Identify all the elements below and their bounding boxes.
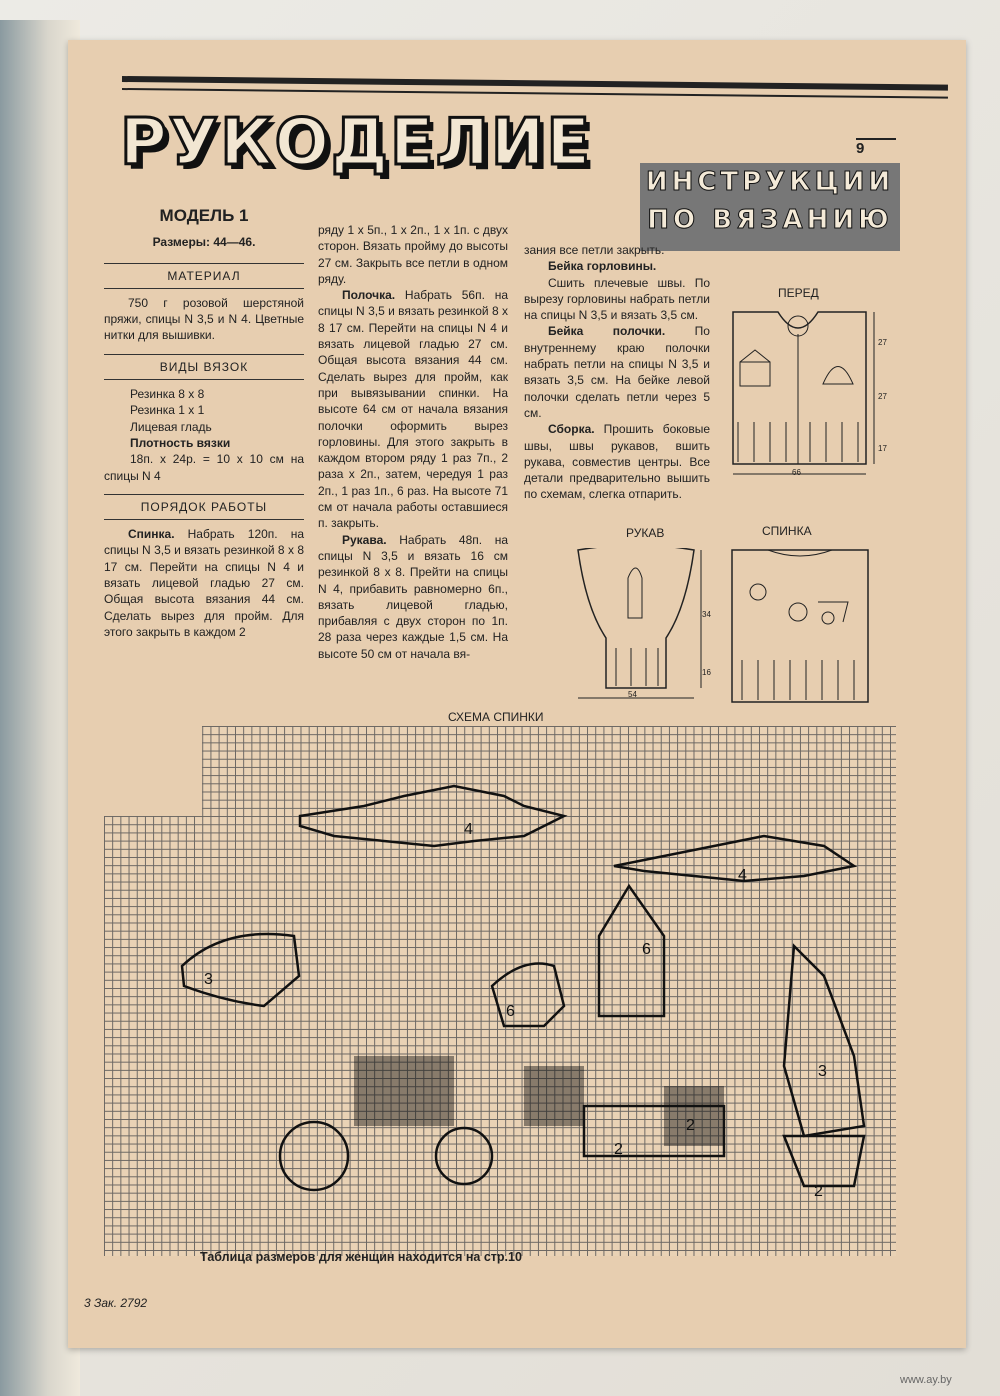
column-2 xyxy=(318,222,508,662)
chart-num-2c: 2 xyxy=(814,1183,823,1200)
band-instructions xyxy=(524,323,710,421)
assembly-instructions xyxy=(524,421,710,502)
page-number: 9 xyxy=(856,138,896,158)
chart-num-3a: 3 xyxy=(204,971,213,988)
top-rule-thin xyxy=(122,88,948,99)
front-dim-1: 27 xyxy=(878,338,887,347)
knit-type-3: Лицевая гладь xyxy=(130,419,212,434)
sleeve-title: Рукава. xyxy=(342,532,387,547)
band-text: По внутреннему краю полочки набрать петли на спицы N 3,5 и вязать 3,5 см. На бейке левой полочки сделать петли через 5 см. xyxy=(524,324,710,420)
material-text: 750 г розовой шерстяной пряжи, спицы N 3,5 и N 4. Цветные нитки для вышивки. xyxy=(104,288,304,344)
material-heading: МАТЕРИАЛ xyxy=(104,263,304,284)
front-diagram xyxy=(728,304,888,484)
order-number: 3 Зак. 2792 xyxy=(84,1296,148,1310)
chart-num-4b: 4 xyxy=(738,867,747,884)
magazine-page xyxy=(68,40,966,1348)
sleeve-dim-height: 34 xyxy=(702,610,711,619)
assembly-text: Прошить боковые швы, швы рукавов, вшить рукава, совместив центры. Все детали предварительно вышить по схемам, слегка отпарить. xyxy=(524,422,710,502)
front-instructions xyxy=(318,287,508,531)
back-diagram-label: СПИНКА xyxy=(762,524,812,538)
knitting-chart-motifs xyxy=(104,726,896,1256)
sleeve-diagram-label: РУКАВ xyxy=(626,526,665,540)
sleeve-instructions xyxy=(318,532,508,662)
front-dim-width: 66 xyxy=(792,468,801,477)
page-title: РУКОДЕЛИЕ xyxy=(120,106,593,180)
col2-intro: ряду 1 х 5п., 1 х 2п., 1 х 1п. с двух сторон. Вязать пройму до высоты 27 см. Закрыть все петли в одном ряду. xyxy=(318,223,508,286)
back-instructions xyxy=(104,519,304,640)
back-title: Спинка. xyxy=(128,527,175,542)
scheme-label: СХЕМА СПИНКИ xyxy=(448,710,544,724)
sleeve-diagram xyxy=(576,548,716,708)
column-3 xyxy=(524,242,710,503)
model-title: МОДЕЛЬ 1 xyxy=(159,206,249,225)
banner-line-1: ИНСТРУКЦИИ xyxy=(645,167,895,197)
back-diagram xyxy=(728,542,878,712)
front-diagram-label: ПЕРЕД xyxy=(778,286,819,300)
size-table-caption: Таблица размеров для женщин находится на стр.10 xyxy=(200,1250,522,1264)
sleeve-text: Набрать 48п. на спицы N 3,5 и вязать 16 см резинкой 8 х 8. Прейти на спицы N 4, прибавить равномерно 6п., вязать лицевой гладью, прибавляя с двух сторон по 1п. 28 раза через каждые 1,5 см. На высоте 50 см от начала вя- xyxy=(318,532,508,661)
assembly-title: Сборка. xyxy=(548,422,595,437)
front-title: Полочка. xyxy=(342,288,396,303)
sizes: Размеры: 44—46. xyxy=(152,235,256,250)
knit-type-2: Резинка 1 х 1 xyxy=(130,403,205,418)
band-title: Бейка полочки. xyxy=(548,324,666,339)
front-text: Набрать 56п. на спицы N 3,5 и вязать резинкой 8 х 8 17 см. Перейти на спицы N 4 и вязать лицевой гладью 27 см. Общая высота вязания 44 см. Сделать вырез для пройм, как при вывязывании спинки. На высоте 64 см от начала вязания полочки оформить вырез горловины. Для этого закрыть в каждом втором ряду 1 раз 7п., 2 раза х 2п., затем, чередуя 1 раз 2п., 1 раз 1п., 6 раз. На высоте 71 см от начала работы оставшиеся п. закрыть. xyxy=(318,288,508,531)
knit-type-1: Резинка 8 х 8 xyxy=(130,387,205,402)
back-text: Набрать 120п. на спицы N 3,5 и вязать резинкой 8 х 8 17 см. Перейти на спицы N 4 и вязать лицевой гладью 27 см. Общая высота вязания 44 см. Сделать вырез для пройм. Для этого закрыть в каждом 2 xyxy=(104,527,304,639)
watermark: www.ay.by xyxy=(900,1374,952,1386)
density-heading: Плотность вязки xyxy=(130,435,231,450)
chart-num-2a: 2 xyxy=(686,1117,695,1134)
front-dim-3: 17 xyxy=(878,444,887,453)
chart-num-4a: 4 xyxy=(464,821,473,838)
work-heading: ПОРЯДОК РАБОТЫ xyxy=(104,494,304,515)
section-banner xyxy=(640,163,900,251)
chart-num-2b: 2 xyxy=(614,1141,623,1158)
front-dim-2: 27 xyxy=(878,392,887,401)
col3-intro: зания все петли закрыть. xyxy=(524,243,665,257)
column-1 xyxy=(104,208,304,640)
chart-num-6b: 6 xyxy=(506,1003,515,1020)
knit-heading: ВИДЫ ВЯЗОК xyxy=(104,354,304,375)
sleeve-dim-width: 54 xyxy=(628,690,637,699)
chart-num-6a: 6 xyxy=(642,941,651,958)
banner-line-2: ПО ВЯЗАНИЮ xyxy=(647,205,893,235)
chart-num-3b: 3 xyxy=(818,1063,827,1080)
sleeve-dim-cuff: 16 xyxy=(702,668,711,677)
neck-title: Бейка горловины. xyxy=(548,259,657,274)
neck-text: Сшить плечевые швы. По вырезу горловины набрать петли на спицы N 3,5 и вязать 3,5 см. xyxy=(524,275,710,323)
density-text: 18п. х 24р. = 10 х 10 см на спицы N 4 xyxy=(104,452,304,483)
